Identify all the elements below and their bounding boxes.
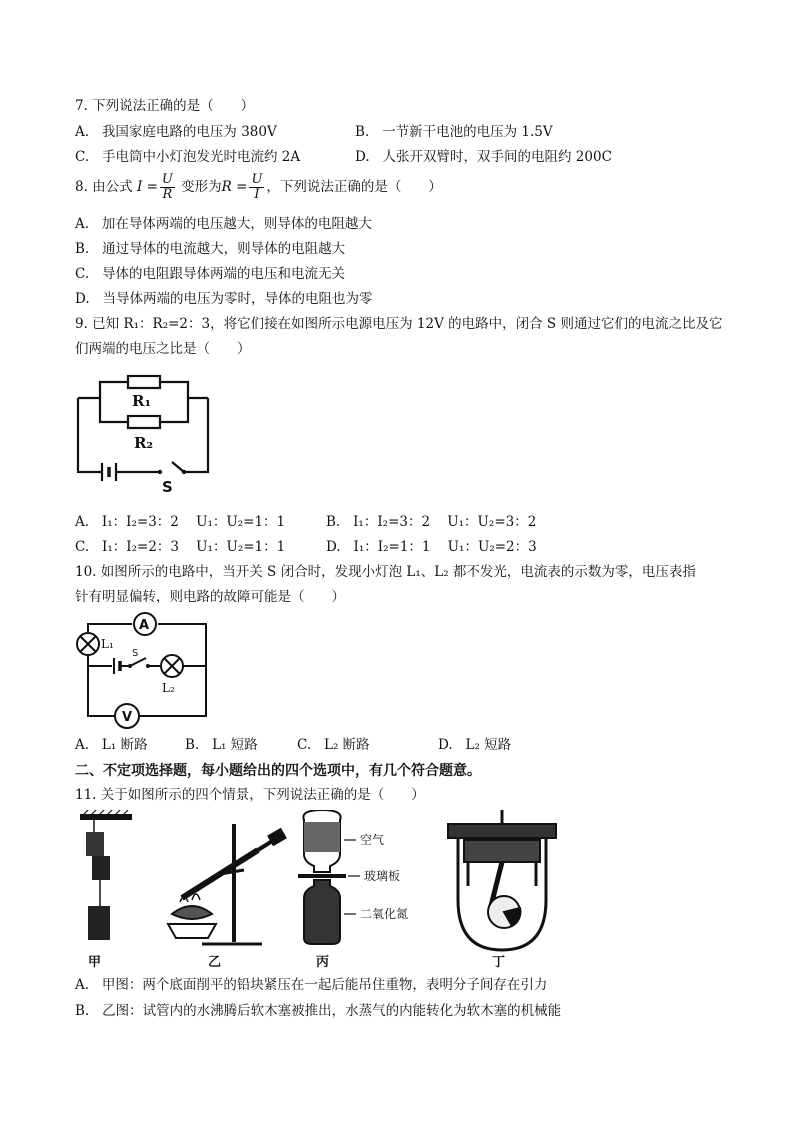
option-label: D.: [75, 291, 90, 307]
option-label: B.: [355, 124, 370, 140]
q7-option-a: [75, 122, 277, 142]
option-label: C.: [75, 149, 90, 165]
option-current: I₁：I₂=3：2: [101, 514, 179, 530]
ammeter-label: A: [139, 618, 150, 633]
q8-stem: [75, 172, 442, 202]
r1-label: R₁: [132, 392, 152, 410]
option-label: D.: [326, 539, 341, 555]
option-text: 一节新干电池的电压为 1.5V: [382, 124, 553, 140]
option-text: 导体的电阻跟导体两端的电压和电流无关: [102, 266, 346, 282]
q8-option-a: [75, 214, 372, 234]
q11-stem: 11. 关于如图所示的四个情景，下列说法正确的是（ ）: [75, 787, 425, 803]
option-label: A.: [75, 514, 90, 530]
option-text: 甲图：两个底面削平的铅块紧压在一起后能吊住重物，表明分子间存在引力: [101, 977, 548, 993]
bing-figure: [298, 810, 360, 944]
option-label: D.: [355, 149, 370, 165]
q10-stem-line2: 针有明显偏转，则电路的故障可能是（ ）: [75, 589, 345, 605]
option-text: L₂ 断路: [324, 737, 370, 753]
option-label: D.: [438, 737, 453, 753]
l1-label: L₁: [101, 637, 114, 651]
option-label: B.: [75, 1003, 90, 1019]
bing-label: 丙: [316, 955, 330, 970]
q7-option-b: [355, 122, 553, 142]
q10-option-c: [297, 735, 370, 755]
q8-stem-mid: 变形为: [181, 179, 222, 195]
q11-option-a: [75, 975, 547, 995]
formula1-denominator: R: [162, 187, 173, 202]
voltmeter-label: V: [122, 710, 133, 725]
option-label: B.: [326, 514, 341, 530]
q11-figures: [72, 810, 572, 970]
option-label: A.: [75, 977, 90, 993]
l2-label: L₂: [162, 681, 175, 695]
q10-circuit-figure: [74, 610, 216, 730]
option-voltage: U₁：U₂=1：1: [196, 514, 286, 530]
option-label: C.: [75, 266, 90, 282]
q7-stem: 7. 下列说法正确的是（ ）: [75, 98, 255, 114]
q9-option-b: [326, 512, 536, 532]
air-label: 空气: [360, 833, 385, 847]
option-text: 我国家庭电路的电压为 380V: [101, 124, 277, 140]
q9-option-d: [326, 537, 537, 557]
q7-option-c: [75, 147, 300, 167]
option-voltage: U₁：U₂=1：1: [196, 539, 286, 555]
formula2-denominator: I: [254, 187, 260, 202]
yi-figure: [168, 824, 286, 944]
switch-label: S: [132, 648, 139, 659]
option-label: A.: [75, 737, 90, 753]
q9-stem-line1: 9. 已知 R₁：R₂=2：3，将它们接在如图所示电源电压为 12V 的电路中，闭合 S 则通过它们的电流之比及它: [75, 316, 723, 332]
option-text: L₁ 断路: [101, 737, 148, 753]
option-label: C.: [297, 737, 312, 753]
option-label: C.: [75, 539, 90, 555]
formula2-lhs: R =: [221, 179, 248, 195]
formula2-numerator: U: [251, 172, 263, 187]
formula1-fraction: [160, 173, 175, 202]
option-label: A.: [75, 124, 90, 140]
q8-stem-prefix: 8. 由公式: [75, 179, 133, 195]
option-text: 加在导体两端的电压越大，则导体的电阻越大: [101, 216, 372, 232]
r2-label: R₂: [134, 434, 154, 452]
option-text: 通过导体的电流越大，则导体的电阻越大: [102, 241, 346, 257]
q9-stem-line2: 们两端的电压之比是（ ）: [75, 341, 251, 357]
option-text: L₂ 短路: [465, 737, 512, 753]
q8-option-c: [75, 264, 345, 284]
q11-option-b: [75, 1001, 561, 1021]
option-voltage: U₁：U₂=3：2: [447, 514, 537, 530]
glass-label: 玻璃板: [364, 869, 401, 883]
option-label: A.: [75, 216, 90, 232]
ding-figure: [448, 810, 556, 950]
option-current: I₁：I₂=1：1: [353, 539, 431, 555]
q10-option-a: [75, 735, 148, 755]
q7-option-d: [355, 147, 612, 167]
q10-option-b: [185, 735, 258, 755]
formula1-numerator: U: [161, 172, 173, 187]
jia-figure: [80, 810, 132, 940]
q10-stem-line1: 10. 如图所示的电路中，当开关 S 闭合时，发现小灯泡 L₁、L₂ 都不发光，电流表的示数为零，电压表指: [75, 564, 696, 580]
option-current: I₁：I₂=2：3: [102, 539, 179, 555]
q9-option-a: [75, 512, 285, 532]
q9-circuit-figure: [72, 370, 214, 494]
option-text: 人张开双臂时，双手间的电阻约 200C: [382, 149, 612, 165]
option-text: 当导体两端的电压为零时，导体的电阻也为零: [102, 291, 373, 307]
option-text: 乙图：试管内的水沸腾后软木塞被推出，水蒸气的内能转化为软木塞的机械能: [102, 1003, 562, 1019]
option-text: L₁ 短路: [212, 737, 258, 753]
option-label: B.: [185, 737, 200, 753]
q10-option-d: [438, 735, 511, 755]
option-text: 手电筒中小灯泡发光时电流约 2A: [102, 149, 301, 165]
formula2-fraction: [249, 173, 264, 202]
q8-stem-suffix: ，下列说法正确的是（ ）: [266, 179, 442, 195]
q8-option-d: [75, 289, 373, 309]
option-voltage: U₁：U₂=2：3: [447, 539, 537, 555]
jia-label: 甲: [88, 955, 102, 970]
ding-label: 丁: [492, 955, 506, 970]
no2-label: 二氧化氮: [360, 907, 409, 921]
q8-option-b: [75, 239, 345, 259]
formula1-lhs: I =: [136, 179, 158, 195]
switch-label: S: [162, 478, 173, 494]
q9-option-c: [75, 537, 285, 557]
option-current: I₁：I₂=3：2: [353, 514, 431, 530]
yi-label: 乙: [208, 955, 222, 970]
option-label: B.: [75, 241, 90, 257]
section-heading: 二、不定项选择题，每小题给出的四个选项中，有几个符合题意。: [75, 763, 481, 779]
